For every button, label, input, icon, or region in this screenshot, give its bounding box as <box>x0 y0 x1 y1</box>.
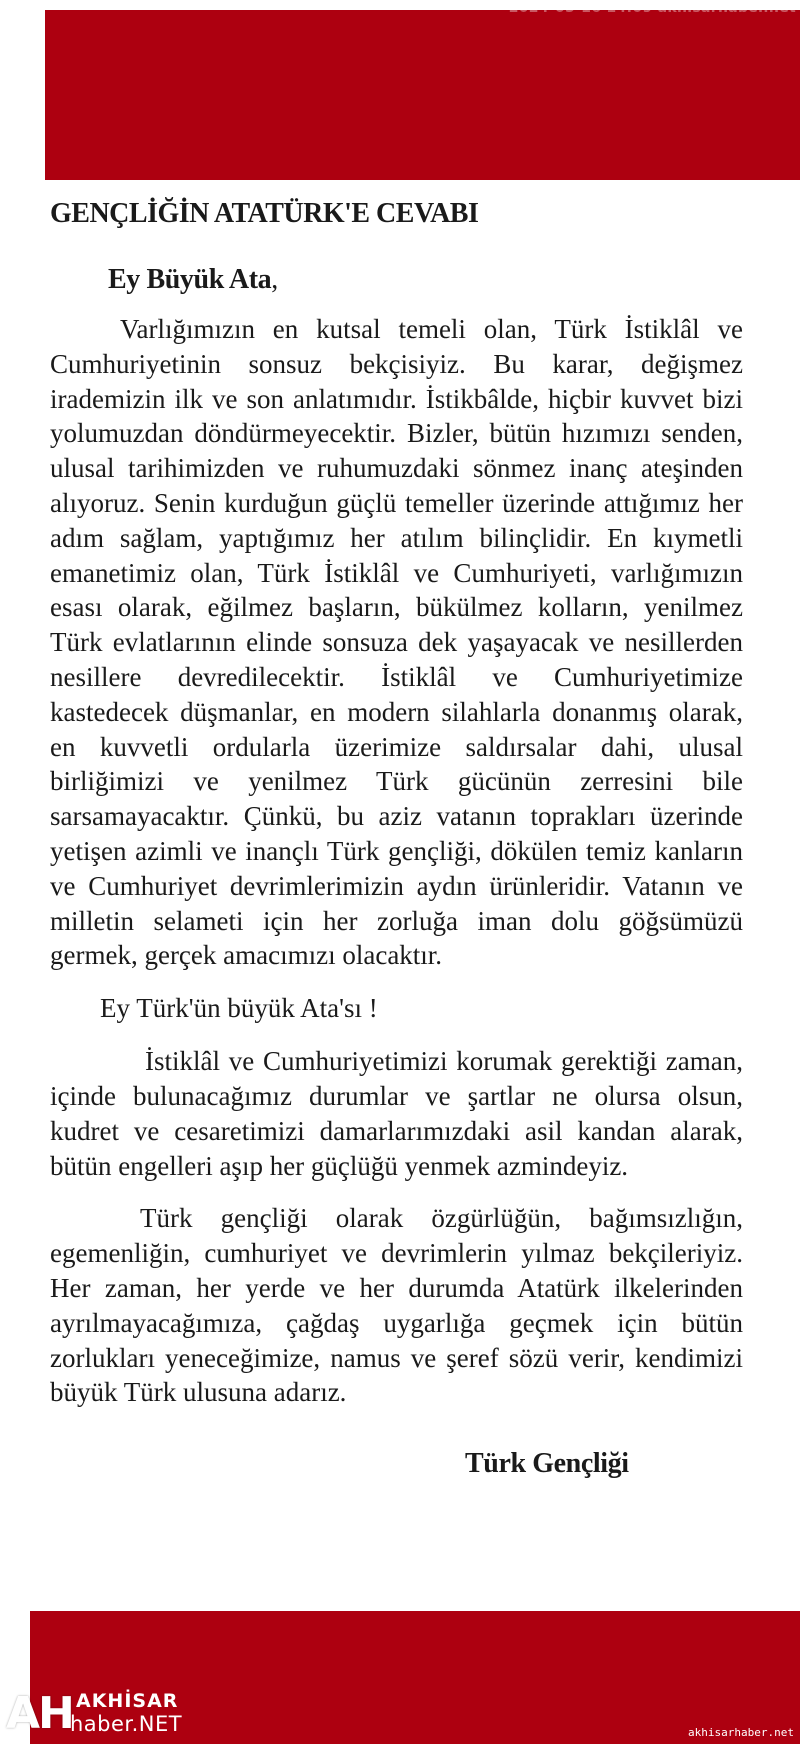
signature: Türk Gençliği <box>465 1448 629 1480</box>
salutation-punct: , <box>271 264 278 295</box>
salutation <box>108 262 743 298</box>
document-body <box>50 196 743 1482</box>
exclamation-line: Ey Türk'ün büyük Ata'sı ! <box>100 993 378 1024</box>
logo-mark: AH <box>6 1688 73 1739</box>
paragraph-1: Varlığımızın en kutsal temeli olan, Türk İstiklâl ve Cumhuriyetinin sonsuz bekçisiyiz. Bu karar, değişmez irademizin ilk ve son anlatımıdır. İstikbâlde, hiçbir kuvvet bizi yolumuzdan döndürmeyecektir. Bizler, bütün hızımızı senden, ulusal tarihimizden ve ruhumuzdaki sönmez inanç ateşinden alıyoruz. Senin kurduğun güçlü temeller üzerinde attığımız her adım sağlam, yaptığımız her atılım bilinçlidir. En kıymetli emanetimiz olan, Türk İstiklâl ve Cumhuriyeti, varlığımızın esası olarak, eğilmez başların, bükülmez kolların, yenilmez Türk evlatlarının elinde sonsuza dek yaşayacak ve nesillerden nesillere devredilecektir. İstiklâl ve Cumhuriyetimize kastedecek düşmanlar, en modern silahlarla donanmış olarak, en kuvvetli ordularla üzerimize saldırsalar dahi, ulusal birliğimizi ve yenilmez Türk gücünün zerresini bile sarsamayacaktır. Çünkü, bu aziz vatanın toprakları üzerinde yetişen azimli ve inançlı Türk gençliği, dökülen temiz kanların ve Cumhuriyet devrimlerimizin aydın ürünleridir. Vatanın ve milletin selameti için her zorluğa iman dolu göğsümüzü germek, gerçek amacımızı olacaktır. <box>50 314 743 971</box>
document-title: GENÇLİĞİN ATATÜRK'E CEVABI <box>50 198 479 229</box>
akhisar-haber-logo[interactable] <box>6 1688 181 1740</box>
timestamp-watermark: 2024-05-16 14:09 akhisarhaber.net <box>508 0 796 16</box>
logo-word-akhisar: AKHİSAR <box>76 1690 179 1712</box>
paragraph-2: İstiklâl ve Cumhuriyetimizi korumak gerektiği zaman, içinde bulunacağımız durumlar ve şartlar ne olursa olsun, kudret ve cesaretimizi damarlarımızdaki asil kandan alarak, bütün engelleri aşıp her güçlüğü yenmek azmindeyiz. <box>50 1046 743 1181</box>
logo-word-haber: haber.NET <box>70 1712 183 1736</box>
site-watermark: akhisarhaber.net <box>688 1726 794 1739</box>
top-red-banner <box>45 10 800 180</box>
paragraph-3: Türk gençliği olarak özgürlüğün, bağımsızlığın, egemenliğin, cumhuriyet ve devrimlerin yılmaz bekçileriyiz. Her zaman, her yerde ve her durumda Atatürk ilkelerinden ayrılmayacağımıza, çağdaş uygarlığa geçmek için bütün zorlukları yeneceğimize, namus ve şeref sözü verir, kendimizi büyük Türk ulusuna adarız. <box>50 1203 743 1408</box>
salutation-text: Ey Büyük Ata <box>108 264 272 295</box>
